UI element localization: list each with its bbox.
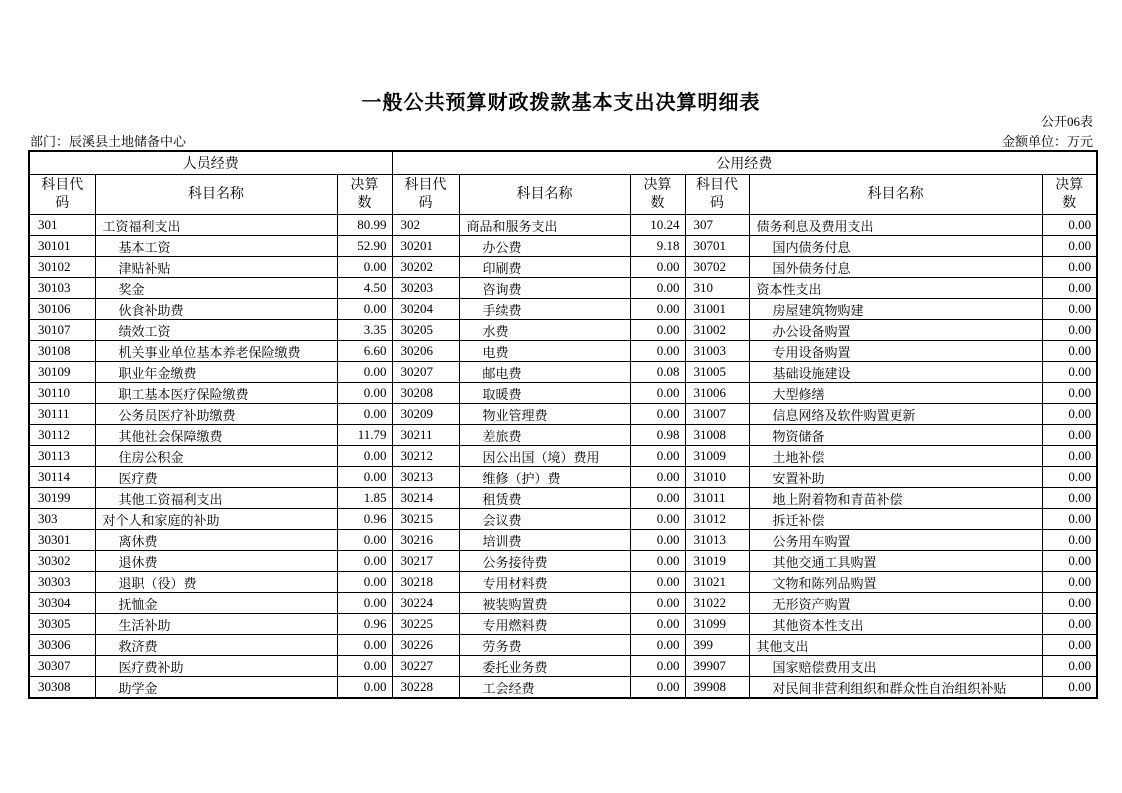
subject-code-cell: 31003 (685, 341, 749, 362)
value-cell: 0.00 (337, 383, 392, 404)
subject-code-cell: 30203 (392, 278, 459, 299)
value-cell: 0.00 (630, 635, 685, 656)
subject-code-cell: 30211 (392, 425, 459, 446)
subject-name-cell: 物业管理费 (459, 404, 630, 425)
subject-code-cell: 30112 (29, 425, 95, 446)
subject-code-cell: 30101 (29, 236, 95, 257)
subject-code-cell: 30103 (29, 278, 95, 299)
value-cell: 11.79 (337, 425, 392, 446)
subject-code-cell: 30205 (392, 320, 459, 341)
value-cell: 0.00 (630, 404, 685, 425)
subject-name-cell: 办公费 (459, 236, 630, 257)
table-row (29, 530, 1097, 551)
subject-code-cell: 30225 (392, 614, 459, 635)
table-row (29, 236, 1097, 257)
value-cell: 0.00 (630, 530, 685, 551)
subject-code-cell: 310 (685, 278, 749, 299)
value-cell: 0.00 (630, 656, 685, 677)
subject-code-cell: 30209 (392, 404, 459, 425)
subject-name-cell: 信息网络及软件购置更新 (749, 404, 1042, 425)
subject-name-cell: 奖金 (95, 278, 337, 299)
table-row (29, 614, 1097, 635)
table-row (29, 677, 1097, 699)
subject-name-cell: 公务接待费 (459, 551, 630, 572)
subject-code-cell: 30202 (392, 257, 459, 278)
subject-code-cell: 31005 (685, 362, 749, 383)
table-row (29, 425, 1097, 446)
subject-code-cell: 30702 (685, 257, 749, 278)
col-header-code: 科目代码 (685, 175, 749, 215)
subject-code-cell: 30199 (29, 488, 95, 509)
subject-code-cell: 30207 (392, 362, 459, 383)
subject-name-cell: 地上附着物和青苗补偿 (749, 488, 1042, 509)
subject-code-cell: 31012 (685, 509, 749, 530)
subject-code-cell: 30308 (29, 677, 95, 699)
table-row (29, 278, 1097, 299)
value-cell: 4.50 (337, 278, 392, 299)
subject-name-cell: 安置补助 (749, 467, 1042, 488)
subject-code-cell: 307 (685, 215, 749, 236)
value-cell: 0.00 (630, 299, 685, 320)
value-cell: 0.00 (1042, 278, 1097, 299)
value-cell: 0.08 (630, 362, 685, 383)
subject-name-cell: 大型修缮 (749, 383, 1042, 404)
subject-code-cell: 302 (392, 215, 459, 236)
amount-unit-label: 金额单位：万元 (1001, 134, 1093, 149)
value-cell: 0.00 (1042, 362, 1097, 383)
value-cell: 0.00 (1042, 530, 1097, 551)
table-row (29, 467, 1097, 488)
value-cell: 0.00 (1042, 404, 1097, 425)
col-header-value: 决算数 (1042, 175, 1097, 215)
table-row (29, 572, 1097, 593)
subject-name-cell: 伙食补助费 (95, 299, 337, 320)
value-cell: 0.00 (1042, 467, 1097, 488)
value-cell: 0.96 (337, 509, 392, 530)
subject-name-cell: 水费 (459, 320, 630, 341)
value-cell: 0.00 (1042, 383, 1097, 404)
subject-code-cell: 31007 (685, 404, 749, 425)
subject-name-cell: 医疗费 (95, 467, 337, 488)
subject-name-cell: 商品和服务支出 (459, 215, 630, 236)
col-header-code: 科目代码 (29, 175, 95, 215)
value-cell: 0.00 (630, 509, 685, 530)
value-cell: 0.00 (337, 362, 392, 383)
value-cell: 0.00 (337, 467, 392, 488)
subject-name-cell: 被装购置费 (459, 593, 630, 614)
subject-code-cell: 31099 (685, 614, 749, 635)
value-cell: 0.00 (630, 257, 685, 278)
subject-name-cell: 土地补偿 (749, 446, 1042, 467)
subject-code-cell: 30226 (392, 635, 459, 656)
table-row (29, 635, 1097, 656)
value-cell: 0.00 (1042, 488, 1097, 509)
value-cell: 0.00 (337, 257, 392, 278)
subject-name-cell: 咨询费 (459, 278, 630, 299)
subject-code-cell: 30306 (29, 635, 95, 656)
subject-name-cell: 职工基本医疗保险缴费 (95, 383, 337, 404)
subject-code-cell: 30213 (392, 467, 459, 488)
subject-code-cell: 30215 (392, 509, 459, 530)
subject-code-cell: 30114 (29, 467, 95, 488)
subject-code-cell: 30228 (392, 677, 459, 699)
subject-name-cell: 国家赔偿费用支出 (749, 656, 1042, 677)
value-cell: 0.00 (630, 551, 685, 572)
table-row (29, 299, 1097, 320)
value-cell: 0.00 (337, 635, 392, 656)
subject-name-cell: 退休费 (95, 551, 337, 572)
value-cell: 0.00 (630, 320, 685, 341)
value-cell: 0.00 (1042, 509, 1097, 530)
subject-name-cell: 国内债务付息 (749, 236, 1042, 257)
subject-code-cell: 30214 (392, 488, 459, 509)
subject-name-cell: 退职（役）费 (95, 572, 337, 593)
subject-code-cell: 31002 (685, 320, 749, 341)
value-cell: 10.24 (630, 215, 685, 236)
table-row (29, 362, 1097, 383)
subject-name-cell: 拆迁补偿 (749, 509, 1042, 530)
subject-name-cell: 印刷费 (459, 257, 630, 278)
column-header-row (29, 175, 1097, 215)
value-cell: 0.00 (1042, 341, 1097, 362)
subject-code-cell: 30108 (29, 341, 95, 362)
subject-code-cell: 31009 (685, 446, 749, 467)
subject-code-cell: 30307 (29, 656, 95, 677)
value-cell: 80.99 (337, 215, 392, 236)
table-row (29, 656, 1097, 677)
subject-name-cell: 其他交通工具购置 (749, 551, 1042, 572)
value-cell: 0.00 (630, 572, 685, 593)
value-cell: 0.00 (337, 656, 392, 677)
subject-name-cell: 绩效工资 (95, 320, 337, 341)
subject-name-cell: 工资福利支出 (95, 215, 337, 236)
subject-code-cell: 30301 (29, 530, 95, 551)
value-cell: 0.00 (1042, 656, 1097, 677)
value-cell: 0.00 (630, 488, 685, 509)
subject-code-cell: 30106 (29, 299, 95, 320)
subject-name-cell: 因公出国（境）费用 (459, 446, 630, 467)
subject-code-cell: 31001 (685, 299, 749, 320)
value-cell: 0.00 (1042, 299, 1097, 320)
subject-name-cell: 劳务费 (459, 635, 630, 656)
value-cell: 0.00 (630, 593, 685, 614)
subject-code-cell: 30107 (29, 320, 95, 341)
subject-name-cell: 生活补助 (95, 614, 337, 635)
subject-name-cell: 机关事业单位基本养老保险缴费 (95, 341, 337, 362)
group-header-public: 公用经费 (392, 151, 1097, 175)
subject-name-cell: 抚恤金 (95, 593, 337, 614)
subject-name-cell: 工会经费 (459, 677, 630, 699)
value-cell: 6.60 (337, 341, 392, 362)
subject-name-cell: 培训费 (459, 530, 630, 551)
subject-name-cell: 手续费 (459, 299, 630, 320)
subject-name-cell: 无形资产购置 (749, 593, 1042, 614)
subject-name-cell: 助学金 (95, 677, 337, 699)
subject-code-cell: 39908 (685, 677, 749, 699)
subject-code-cell: 30217 (392, 551, 459, 572)
subject-name-cell: 债务利息及费用支出 (749, 215, 1042, 236)
value-cell: 0.00 (337, 572, 392, 593)
subject-code-cell: 39907 (685, 656, 749, 677)
value-cell: 1.85 (337, 488, 392, 509)
subject-name-cell: 住房公积金 (95, 446, 337, 467)
table-row (29, 215, 1097, 236)
subject-code-cell: 31021 (685, 572, 749, 593)
subject-code-cell: 31013 (685, 530, 749, 551)
subject-code-cell: 31011 (685, 488, 749, 509)
subject-name-cell: 邮电费 (459, 362, 630, 383)
value-cell: 0.00 (337, 446, 392, 467)
subject-name-cell: 基本工资 (95, 236, 337, 257)
group-header-row (29, 151, 1097, 175)
value-cell: 0.00 (1042, 551, 1097, 572)
value-cell: 0.00 (630, 614, 685, 635)
value-cell: 0.00 (337, 677, 392, 699)
subject-code-cell: 31010 (685, 467, 749, 488)
value-cell: 9.18 (630, 236, 685, 257)
col-header-name: 科目名称 (95, 175, 337, 215)
subject-name-cell: 租赁费 (459, 488, 630, 509)
subject-code-cell: 30304 (29, 593, 95, 614)
subject-name-cell: 电费 (459, 341, 630, 362)
value-cell: 0.00 (630, 446, 685, 467)
table-row (29, 509, 1097, 530)
subject-name-cell: 基础设施建设 (749, 362, 1042, 383)
value-cell: 0.00 (1042, 215, 1097, 236)
value-cell: 0.00 (1042, 236, 1097, 257)
subject-name-cell: 专用材料费 (459, 572, 630, 593)
subject-code-cell: 31008 (685, 425, 749, 446)
subject-code-cell: 301 (29, 215, 95, 236)
subject-name-cell: 公务用车购置 (749, 530, 1042, 551)
subject-name-cell: 救济费 (95, 635, 337, 656)
value-cell: 0.98 (630, 425, 685, 446)
subject-code-cell: 30212 (392, 446, 459, 467)
subject-name-cell: 专用设备购置 (749, 341, 1042, 362)
page-title: 一般公共预算财政拨款基本支出决算明细表 (361, 92, 761, 114)
department-label: 部门：辰溪县土地储备中心 (30, 134, 187, 149)
subject-code-cell: 31019 (685, 551, 749, 572)
subject-name-cell: 其他社会保障缴费 (95, 425, 337, 446)
subject-name-cell: 取暖费 (459, 383, 630, 404)
value-cell: 3.35 (337, 320, 392, 341)
subject-code-cell: 30110 (29, 383, 95, 404)
value-cell: 0.00 (337, 299, 392, 320)
subject-code-cell: 30208 (392, 383, 459, 404)
subject-code-cell: 30204 (392, 299, 459, 320)
subject-name-cell: 职业年金缴费 (95, 362, 337, 383)
subject-name-cell: 离休费 (95, 530, 337, 551)
value-cell: 0.00 (1042, 572, 1097, 593)
table-row (29, 320, 1097, 341)
doc-number: 公开06表 (1040, 114, 1093, 129)
subject-name-cell: 委托业务费 (459, 656, 630, 677)
subject-code-cell: 30303 (29, 572, 95, 593)
budget-table (28, 150, 1098, 699)
subject-name-cell: 公务员医疗补助缴费 (95, 404, 337, 425)
subject-code-cell: 30302 (29, 551, 95, 572)
value-cell: 0.00 (337, 404, 392, 425)
subject-name-cell: 会议费 (459, 509, 630, 530)
value-cell: 0.96 (337, 614, 392, 635)
subject-name-cell: 资本性支出 (749, 278, 1042, 299)
value-cell: 0.00 (1042, 593, 1097, 614)
col-header-code: 科目代码 (392, 175, 459, 215)
col-header-value: 决算数 (630, 175, 685, 215)
table-row (29, 446, 1097, 467)
subject-code-cell: 30305 (29, 614, 95, 635)
subject-name-cell: 物资储备 (749, 425, 1042, 446)
value-cell: 0.00 (630, 383, 685, 404)
subject-code-cell: 30109 (29, 362, 95, 383)
value-cell: 0.00 (630, 278, 685, 299)
subject-name-cell: 专用燃料费 (459, 614, 630, 635)
subject-code-cell: 30701 (685, 236, 749, 257)
value-cell: 52.90 (337, 236, 392, 257)
group-header-personnel: 人员经费 (29, 151, 392, 175)
subject-name-cell: 其他资本性支出 (749, 614, 1042, 635)
table-row (29, 383, 1097, 404)
table-row (29, 404, 1097, 425)
subject-code-cell: 30227 (392, 656, 459, 677)
subject-code-cell: 30206 (392, 341, 459, 362)
subject-name-cell: 差旅费 (459, 425, 630, 446)
subject-name-cell: 维修（护）费 (459, 467, 630, 488)
value-cell: 0.00 (630, 341, 685, 362)
subject-name-cell: 房屋建筑物购建 (749, 299, 1042, 320)
value-cell: 0.00 (337, 593, 392, 614)
value-cell: 0.00 (1042, 425, 1097, 446)
subject-code-cell: 30102 (29, 257, 95, 278)
subject-code-cell: 30218 (392, 572, 459, 593)
subject-code-cell: 31006 (685, 383, 749, 404)
value-cell: 0.00 (337, 551, 392, 572)
value-cell: 0.00 (630, 467, 685, 488)
subject-name-cell: 其他支出 (749, 635, 1042, 656)
subject-code-cell: 303 (29, 509, 95, 530)
value-cell: 0.00 (1042, 677, 1097, 699)
col-header-value: 决算数 (337, 175, 392, 215)
table-row (29, 257, 1097, 278)
table-row (29, 593, 1097, 614)
subject-code-cell: 30216 (392, 530, 459, 551)
subject-name-cell: 其他工资福利支出 (95, 488, 337, 509)
value-cell: 0.00 (1042, 446, 1097, 467)
table-row (29, 341, 1097, 362)
value-cell: 0.00 (1042, 320, 1097, 341)
value-cell: 0.00 (1042, 257, 1097, 278)
subject-code-cell: 30201 (392, 236, 459, 257)
col-header-name: 科目名称 (459, 175, 630, 215)
subject-name-cell: 津贴补贴 (95, 257, 337, 278)
col-header-name: 科目名称 (749, 175, 1042, 215)
subject-name-cell: 医疗费补助 (95, 656, 337, 677)
subject-code-cell: 30111 (29, 404, 95, 425)
table-row (29, 488, 1097, 509)
subject-code-cell: 399 (685, 635, 749, 656)
subject-name-cell: 对个人和家庭的补助 (95, 509, 337, 530)
subject-name-cell: 对民间非营利组织和群众性自治组织补贴 (749, 677, 1042, 699)
subject-name-cell: 国外债务付息 (749, 257, 1042, 278)
subject-code-cell: 30224 (392, 593, 459, 614)
value-cell: 0.00 (1042, 614, 1097, 635)
value-cell: 0.00 (630, 677, 685, 699)
subject-name-cell: 办公设备购置 (749, 320, 1042, 341)
table-row (29, 551, 1097, 572)
subject-name-cell: 文物和陈列品购置 (749, 572, 1042, 593)
value-cell: 0.00 (1042, 635, 1097, 656)
subject-code-cell: 30113 (29, 446, 95, 467)
subject-code-cell: 31022 (685, 593, 749, 614)
value-cell: 0.00 (337, 530, 392, 551)
